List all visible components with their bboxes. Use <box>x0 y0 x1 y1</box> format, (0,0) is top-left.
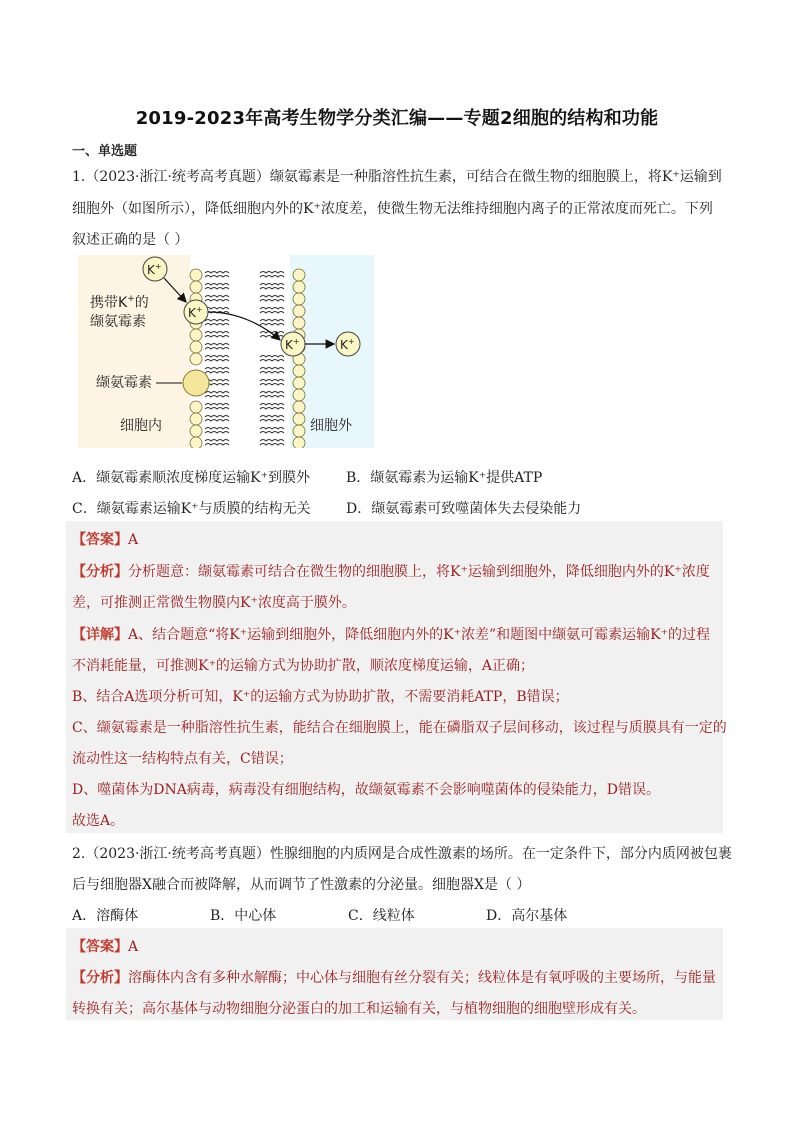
q2-stem-line-1: 2.（2023·浙江·统考高考真题）性腺细胞的内质网是合成性激素的场所。在一定条件下，部分内质网被包裹 <box>72 846 732 862</box>
lipid-tail-inner <box>205 392 229 394</box>
lipid-tail-inner <box>205 272 229 274</box>
q1-stem-line-2: 细胞外（如图所示），降低细胞内外的K⁺浓度差，使微生物无法维持细胞内离子的正常浓度而死亡。下列 <box>72 201 713 217</box>
lipid-tail-outer <box>260 432 284 434</box>
lipid-head-inner <box>190 401 202 413</box>
lipid-tail-outer <box>260 416 284 418</box>
lipid-tail-outer <box>260 320 284 322</box>
lipid-head-outer <box>293 401 305 413</box>
q1-analysis-line-1: 【分析】分析题意：缬氨霉素可结合在微生物的细胞膜上，将K⁺运输到细胞外，降低细胞内外的K⁺浓度 <box>72 564 710 580</box>
k-ion-label-2: K+ <box>188 305 203 320</box>
lipid-head-outer <box>293 437 305 448</box>
lipid-head-inner <box>190 437 202 448</box>
q2-option-d[interactable]: D．高尔基体 <box>486 908 568 924</box>
q2-option-c[interactable]: C．线粒体 <box>348 908 415 924</box>
q2-stem-line-2: 后与细胞器X融合而被降解，从而调节了性激素的分泌量。细胞器X是（ ） <box>72 877 531 893</box>
lipid-tail-outer <box>260 384 284 386</box>
lipid-tail-inner <box>205 372 229 374</box>
lipid-head-inner <box>190 353 202 365</box>
q1-stem-line-3: 叙述正确的是（ ） <box>72 232 189 248</box>
lipid-head-outer <box>293 305 305 317</box>
lipid-tail-outer <box>260 288 284 290</box>
lipid-tail-outer <box>260 272 284 274</box>
lipid-tail-outer <box>260 356 284 358</box>
lipid-tail-outer <box>260 420 284 422</box>
q2-analysis-line-1: 【分析】溶酶体内含有多种水解酶；中心体与细胞有丝分裂有关；线粒体是有氧呼吸的主要场所，与能量 <box>72 970 716 986</box>
lipid-tail-outer <box>260 308 284 310</box>
lipid-tail-outer <box>260 300 284 302</box>
q1-answer-line: 【答案】A <box>72 532 139 548</box>
lipid-tail-inner <box>205 284 229 286</box>
q1-detail-line-7: 故选A。 <box>72 813 125 829</box>
lipid-tail-outer <box>260 372 284 374</box>
q1-options-row-2 <box>72 498 712 518</box>
label-carrier-line-1: 携带K+的 <box>90 294 149 311</box>
lipid-head-outer <box>293 269 305 281</box>
lipid-tail-outer <box>260 336 284 338</box>
label-cell-inside: 细胞内 <box>120 418 162 434</box>
lipid-head-outer <box>293 365 305 377</box>
section-heading: 一、单选题 <box>72 144 138 159</box>
lipid-tail-inner <box>205 320 229 322</box>
lipid-tail-outer <box>260 396 284 398</box>
lipid-tail-inner <box>205 276 229 278</box>
q2-answer-line: 【答案】A <box>72 939 139 955</box>
q2-options-row <box>72 905 712 925</box>
page-title: 2019-2023年高考生物学分类汇编——专题2细胞的结构和功能 <box>135 108 659 129</box>
lipid-tail-outer <box>260 368 284 370</box>
lipid-tail-inner <box>205 288 229 290</box>
lipid-heads-outer-layer <box>293 269 305 448</box>
q1-option-a[interactable]: A．缬氨霉素顺浓度梯度运输K⁺到膜外 <box>72 470 310 486</box>
lipid-tail-inner <box>205 308 229 310</box>
lipid-tail-outer <box>260 296 284 298</box>
k-ion-label-4: K+ <box>340 337 355 352</box>
lipid-tail-outer <box>260 312 284 314</box>
lipid-tail-outer <box>260 444 284 446</box>
lipid-tail-inner <box>205 368 229 370</box>
lipid-tail-inner <box>205 296 229 298</box>
lipid-tail-inner <box>205 336 229 338</box>
lipid-head-inner <box>190 281 202 293</box>
lipid-head-inner <box>190 341 202 353</box>
q2-analysis-line-2: 转换有关；高尔基体与动物细胞分泌蛋白的加工和运输有关，与植物细胞的细胞壁形成有关。 <box>72 1001 646 1017</box>
lipid-tail-inner <box>205 396 229 398</box>
lipid-tail-inner <box>205 440 229 442</box>
label-cell-outside: 细胞外 <box>310 418 352 434</box>
lipid-tail-outer <box>260 404 284 406</box>
lipid-tail-inner <box>205 300 229 302</box>
q1-analysis-line-2: 差，可推测正常微生物膜内K⁺浓度高于膜外。 <box>72 595 356 611</box>
k-ion-label-1: K+ <box>147 262 162 277</box>
lipid-tail-inner <box>205 356 229 358</box>
lipid-head-outer <box>293 281 305 293</box>
lipid-tail-inner <box>205 344 229 346</box>
lipid-head-outer <box>293 413 305 425</box>
lipid-tail-outer <box>260 428 284 430</box>
lipid-tail-inner <box>205 348 229 350</box>
lipid-head-inner <box>190 413 202 425</box>
q1-options-row-1 <box>72 467 712 487</box>
lipid-head-outer <box>293 293 305 305</box>
q1-option-d[interactable]: D．缬氨霉素可致噬菌体失去侵染能力 <box>346 501 582 517</box>
lipid-head-inner <box>190 425 202 437</box>
q1-option-c[interactable]: C．缬氨霉素运输K⁺与质膜的结构无关 <box>72 501 311 517</box>
lipid-head-inner <box>190 329 202 341</box>
lipid-tail-inner <box>205 324 229 326</box>
q1-detail-line-3: B、结合A选项分析可知，K⁺的运输方式为协助扩散，不需要消耗ATP，B错误； <box>72 689 569 705</box>
label-carrier-line-2: 缬氨霉素 <box>90 314 146 330</box>
q1-detail-line-4: C、缬氨霉素是一种脂溶性抗生素，能结合在细胞膜上，能在磷脂双子层间移动，该过程与质膜具有一定的 <box>72 720 727 736</box>
lipid-head-outer <box>293 389 305 401</box>
lipid-tail-inner <box>205 408 229 410</box>
lipid-tail-inner <box>205 432 229 434</box>
lipid-tail-outer <box>260 408 284 410</box>
q2-option-b[interactable]: B．中心体 <box>210 908 277 924</box>
q1-detail-line-1: 【详解】A、结合题意“将K⁺运输到细胞外，降低细胞内外的K⁺浓差”和题图中缬氨可霉素运输K⁺的过程 <box>72 627 710 643</box>
valinomycin-molecule <box>183 370 209 396</box>
label-valinomycin: 缬氨霉素 <box>96 375 152 391</box>
q1-detail-line-5: 流动性这一结构特点有关，C错误； <box>72 751 293 767</box>
q1-detail-line-2: 不消耗能量，可推测K⁺的运输方式为协助扩散，顺浓度梯度运输，A正确； <box>72 658 534 674</box>
lipid-head-outer <box>293 425 305 437</box>
lipid-head-outer <box>293 317 305 329</box>
lipid-head-outer <box>293 377 305 389</box>
q1-detail-line-6: D、噬菌体为DNA病毒，病毒没有细胞结构，故缬氨霉素不会影响噬菌体的侵染能力，D错误。 <box>72 782 661 798</box>
lipid-tail-outer <box>260 380 284 382</box>
q1-option-b[interactable]: B．缬氨霉素为运输K⁺提供ATP <box>346 470 543 486</box>
lipid-tail-inner <box>205 332 229 334</box>
lipid-tail-outer <box>260 284 284 286</box>
lipid-tail-outer <box>260 360 284 362</box>
lipid-tail-inner <box>205 404 229 406</box>
lipid-tail-inner <box>205 360 229 362</box>
membrane-figure <box>78 255 374 448</box>
lipid-tail-inner <box>205 416 229 418</box>
lipid-heads-inner-layer <box>190 269 202 448</box>
lipid-tail-outer <box>260 324 284 326</box>
lipid-tail-outer <box>260 392 284 394</box>
q1-stem-line-1: 1.（2023·浙江·统考高考真题）缬氨霉素是一种脂溶性抗生素，可结合在微生物的细胞膜上，将K⁺运输到 <box>72 169 722 185</box>
lipid-head-inner <box>190 269 202 281</box>
q2-option-a[interactable]: A．溶酶体 <box>72 908 139 924</box>
lipid-tail-inner <box>205 428 229 430</box>
lipid-tail-outer <box>260 276 284 278</box>
lipid-tail-outer <box>260 440 284 442</box>
lipid-tail-inner <box>205 420 229 422</box>
lipid-tails <box>205 272 284 446</box>
k-ion-label-3: K+ <box>285 337 300 352</box>
lipid-tail-inner <box>205 444 229 446</box>
lipid-tail-outer <box>260 332 284 334</box>
